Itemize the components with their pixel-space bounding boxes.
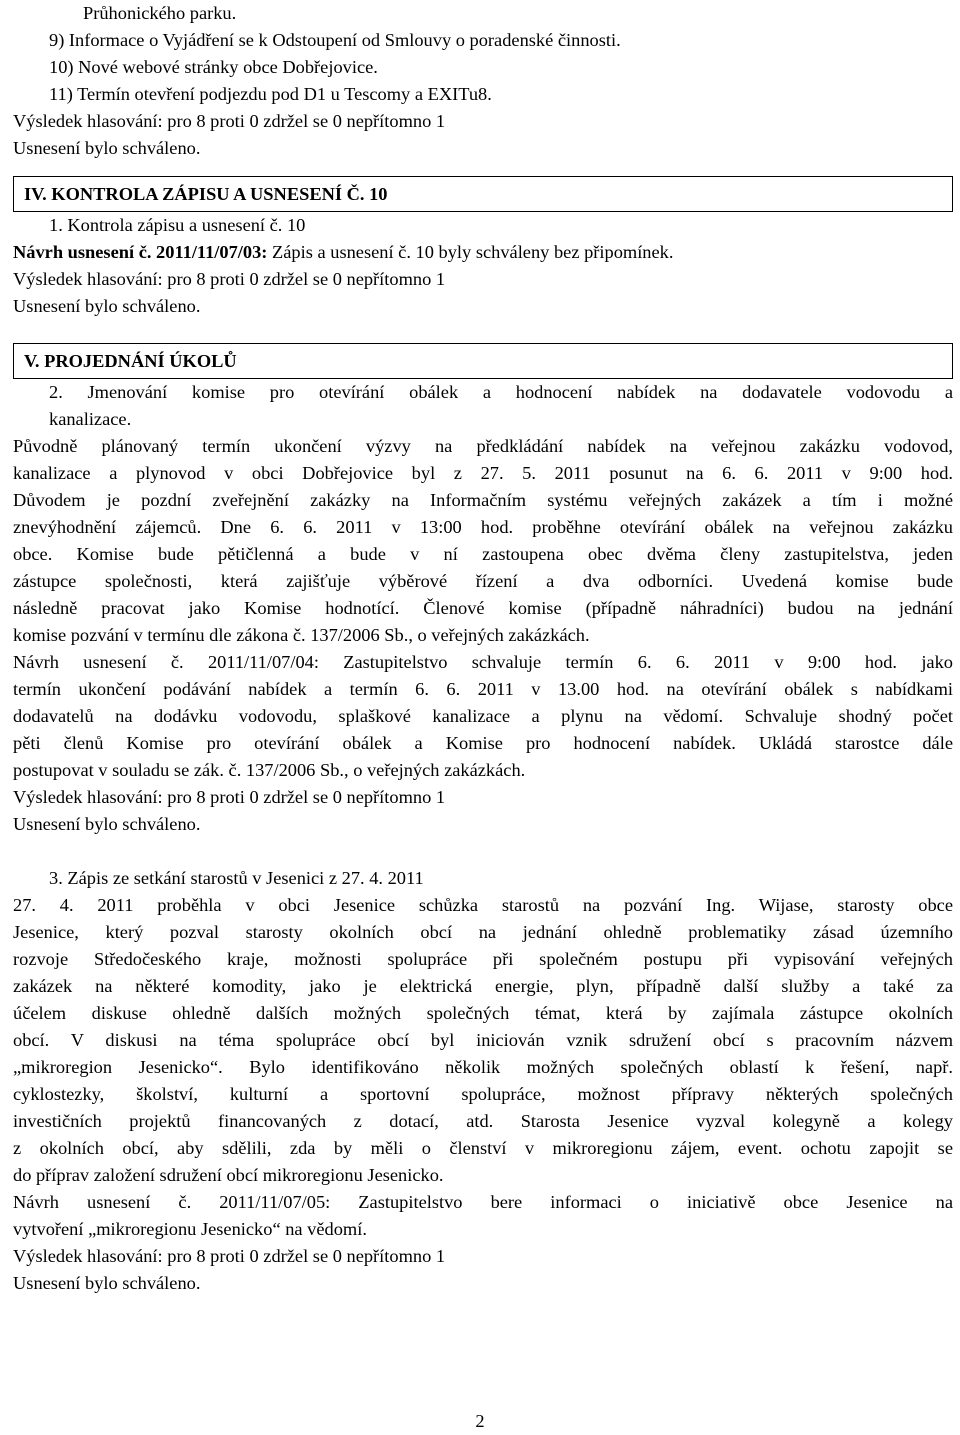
agenda-item-9: 9) Informace o Vyjádření se k Odstoupení od Smlouvy o poradenské činnosti. xyxy=(49,30,621,50)
proposal-label: Návrh usnesení č. 2011/11/07/03: xyxy=(13,242,268,262)
section-item-2: 2. Jmenování komise pro otevírání obálek a hodnocení nabídek na dodavatele vodovodu a xyxy=(49,382,953,402)
paragraph-mikroregion: 27. 4. 2011 proběhla v obci Jesenice schůzka starostů na pozvání Ing. Wijase, starosty obce Jesenice, který pozval starosty okolních obcí na jednání ohledně problematiky zásad územního rozvoje Středočeského kraje, možnosti spolupráce při společném postupu při vypisování veřejných zakázek na některé komodity, jako je elektrická energie, plyn, případně další služby a také za účelem diskuse ohledně dalších možných společných témat, která by zajímala zástupce okolních obcí. V diskusi na téma spolupráce obcí byl iniciován vznik sdružení obcí s pracovním názvem „mikroregion Jesenicko“. Bylo identifikováno několik možných společných oblastí k řešení, např. cyklostezky, školství, kulturní a sportovní spolupráce, možnost přípravy některých společných investičních projektů financovaných z dotací, atd. Starosta Jesenice vyzval kolegyně a kolegy z okolních obcí, aby sdělili, zda by měli o členství v mikroregionu zájem, event. ochotu zapojit se do příprav založení sdružení obcí mikroregionu Jesenicko. Návrh usnesení č. 2011/11/07/05: Zastupitelstvo bere informaci o iniciativě obce Jesenice na vytvoření „mikroregionu Jesenicko“ na vědomí. xyxy=(13,895,953,1239)
paragraph-tender: Původně plánovaný termín ukončení výzvy na předkládání nabídek na veřejnou zakázku vodovod, kanalizace a plynovod v obci Dobřejovice byl z 27. 5. 2011 posunut na 6. 6. 2011 v 9:00 hod. Důvodem je pozdní zveřejnění zakázky na Informačním systému veřejných zakázek a tím i možné znevýhodnění zájemců. Dne 6. 6. 2011 v 13:00 hod. proběhne otevírání obálek na veřejnou zakázku obce. Komise bude pětičlenná a bude v ní zastoupena obec dvěma členy zastupitelstva, jeden zástupce společnosti, která zajišťuje výběrové řízení a dva odborníci. Uvedená komise bude následně pracovat jako Komise hodnotící. Členové komise (případně náhradníci) budou na jednání komise pozvání v termínu dle zákona č. 137/2006 Sb., o veřejných zakázkách. Návrh usnesení č. 2011/11/07/04: Zastupitelstvo schvaluje termín 6. 6. 2011 v 9:00 hod. jako termín ukončení podávání nabídek a termín 6. 6. 2011 v 13.00 hod. na otevírání obálek s nabídkami dodavatelů na dodávku vodovodu, splaškové kanalizace a plynu na vědomí. Schvaluje shodný počet pěti členů Komise pro otevírání obálek a Komise pro hodnocení nabídek. Ukládá starostce dále postupovat v souladu se zák. č. 137/2006 Sb., o veřejných zakázkách. xyxy=(13,436,953,780)
resolution-approved: Usnesení bylo schváleno. xyxy=(13,138,201,158)
vote-result: Výsledek hlasování: pro 8 proti 0 zdržel se 0 nepřítomno 1 xyxy=(13,269,446,289)
document-page xyxy=(13,0,953,1297)
resolution-approved: Usnesení bylo schváleno. xyxy=(13,296,201,316)
agenda-item-10: 10) Nové webové stránky obce Dobřejovice. xyxy=(49,57,378,77)
section-item-2-cont: kanalizace. xyxy=(49,409,132,429)
vote-result: Výsledek hlasování: pro 8 proti 0 zdržel se 0 nepřítomno 1 xyxy=(13,111,446,131)
section-heading-iv: IV. KONTROLA ZÁPISU A USNESENÍ Č. 10 xyxy=(13,176,953,212)
agenda-line: Průhonického parku. xyxy=(83,3,237,23)
resolution-approved: Usnesení bylo schváleno. xyxy=(13,814,201,834)
agenda-item-11: 11) Termín otevření podjezdu pod D1 u Tescomy a EXITu8. xyxy=(49,84,492,104)
proposal-text: Zápis a usnesení č. 10 byly schváleny bez připomínek. xyxy=(267,242,674,262)
section-item-1: 1. Kontrola zápisu a usnesení č. 10 xyxy=(49,215,306,235)
vote-result: Výsledek hlasování: pro 8 proti 0 zdržel se 0 nepřítomno 1 xyxy=(13,1246,446,1266)
vote-result: Výsledek hlasování: pro 8 proti 0 zdržel se 0 nepřítomno 1 xyxy=(13,787,446,807)
resolution-approved: Usnesení bylo schváleno. xyxy=(13,1273,201,1293)
section-heading-v: V. PROJEDNÁNÍ ÚKOLŮ xyxy=(13,343,953,379)
section-item-3: 3. Zápis ze setkání starostů v Jesenici z 27. 4. 2011 xyxy=(49,868,424,888)
page-number: 2 xyxy=(475,1411,485,1431)
